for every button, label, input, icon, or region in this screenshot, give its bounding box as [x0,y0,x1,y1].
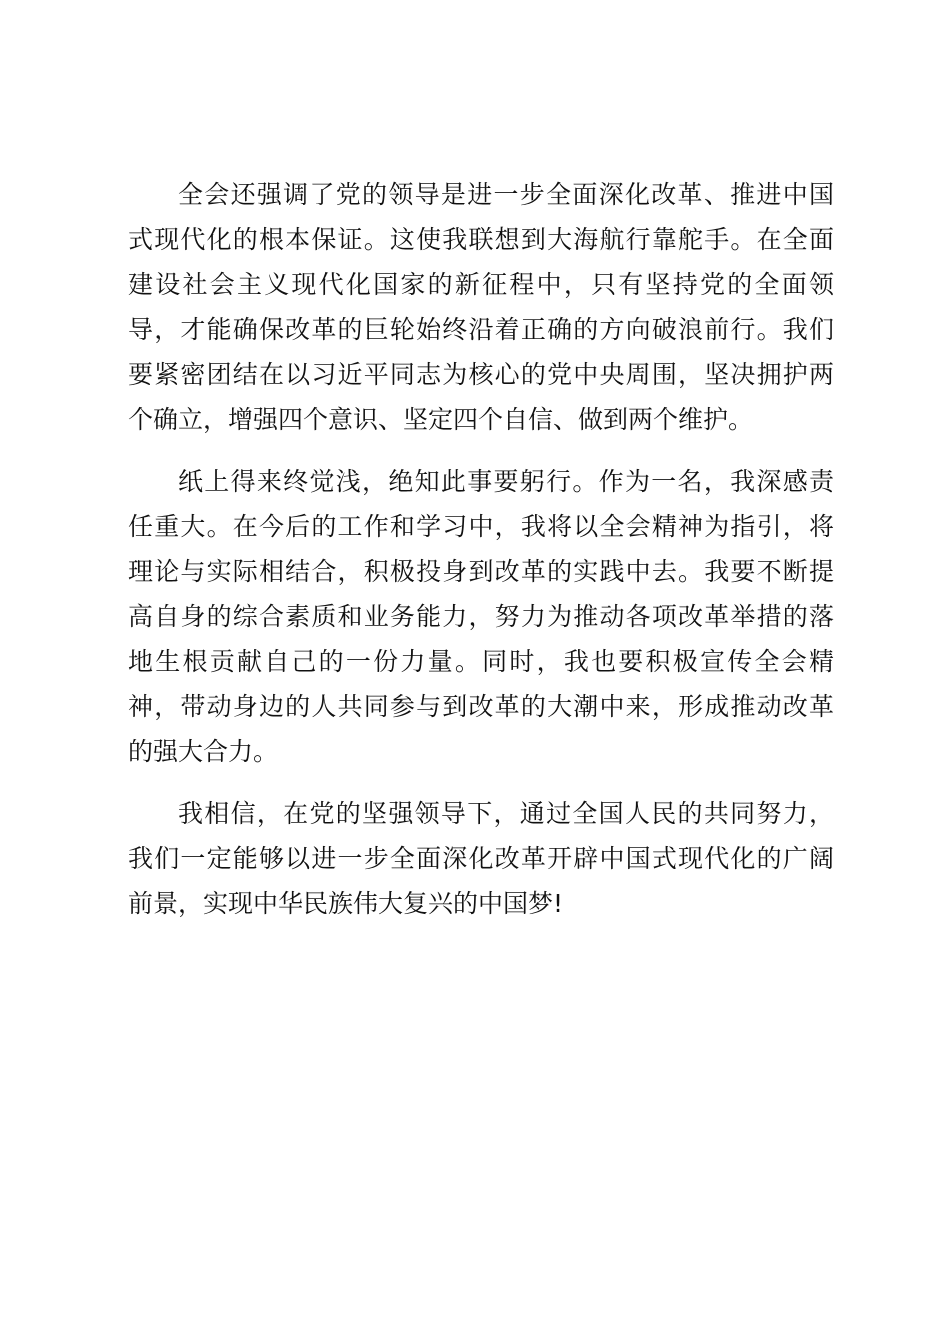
paragraph-line: 建设社会主义现代化国家的新征程中，只有坚持党的全面领 [128,270,834,299]
document-body [128,172,834,926]
paragraph-line: 要紧密团结在以习近平同志为核心的党中央周围，坚决拥护两 [128,360,834,389]
paragraph-line: 全会还强调了党的领导是进一步全面深化改革、推进中国 [178,180,834,209]
paragraph-line: 的强大合力。 [128,737,279,766]
paragraph-line: 前景，实现中华民族伟大复兴的中国梦! [128,889,564,918]
paragraph-line: 理论与实际相结合，积极投身到改革的实践中去。我要不断提 [128,557,834,586]
paragraph-spacer [128,774,834,791]
paragraph-2 [128,459,834,774]
paragraph-3 [128,791,834,926]
paragraph-line: 地生根贡献自己的一份力量。同时，我也要积极宣传全会精 [128,647,834,676]
paragraph-line: 神，带动身边的人共同参与到改革的大潮中来，形成推动改革 [128,692,834,721]
paragraph-spacer [128,442,834,459]
paragraph-line: 导，才能确保改革的巨轮始终沿着正确的方向破浪前行。我们 [128,315,834,344]
paragraph-line: 个确立，增强四个意识、坚定四个自信、做到两个维护。 [128,405,754,434]
paragraph-line: 式现代化的根本保证。这使我联想到大海航行靠舵手。在全面 [128,225,834,254]
paragraph-line: 任重大。在今后的工作和学习中，我将以全会精神为指引，将 [128,512,834,541]
paragraph-line: 我相信，在党的坚强领导下，通过全国人民的共同努力， [178,799,834,828]
paragraph-line: 我们一定能够以进一步全面深化改革开辟中国式现代化的广阔 [128,844,834,873]
paragraph-line: 纸上得来终觉浅，绝知此事要躬行。作为一名，我深感责 [178,467,834,496]
paragraph-line: 高自身的综合素质和业务能力，努力为推动各项改革举措的落 [128,602,834,631]
paragraph-1 [128,172,834,442]
